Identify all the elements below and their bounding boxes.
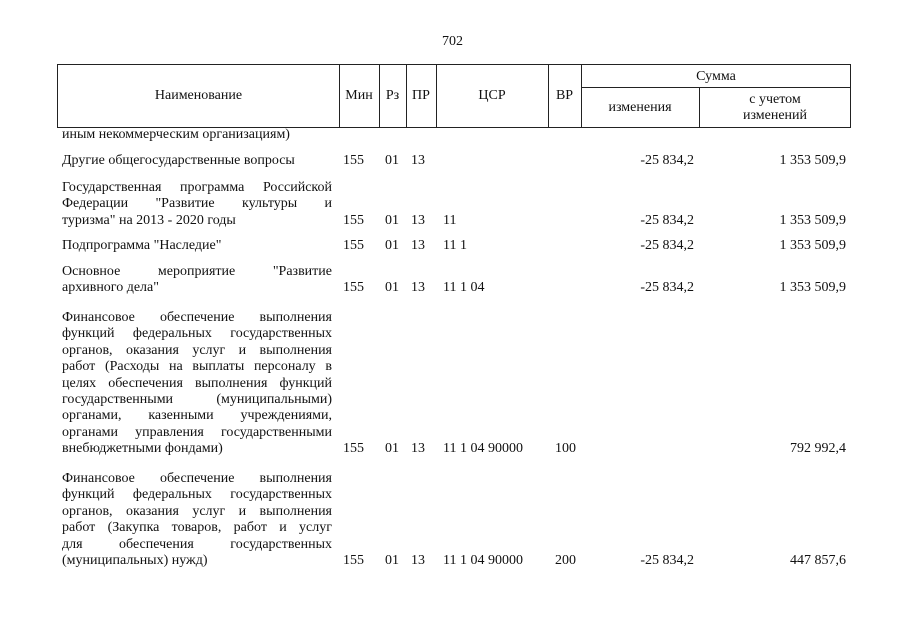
- row-name: [62, 238, 332, 254]
- row-name-line: органов, оказания услуг и выполнения: [62, 342, 332, 358]
- table-header: [57, 64, 851, 128]
- row-total: 1 353 509,9: [779, 212, 846, 228]
- row-name-line: Финансовое обеспечение выполнения: [62, 471, 332, 486]
- row-name-line: Подпрограмма "Наследие": [62, 238, 222, 253]
- row-change: -25 834,2: [640, 153, 694, 168]
- page-number: 702: [442, 34, 463, 49]
- row-name-line: для обеспечения государственных: [62, 536, 332, 552]
- row-pr: 13: [411, 553, 425, 568]
- header-csr: ЦСР: [478, 88, 506, 103]
- header-changes: изменения: [608, 99, 672, 115]
- header-name: Наименование: [154, 88, 243, 103]
- row-name: [62, 471, 332, 569]
- row-name: [62, 153, 332, 169]
- row-rz: 01: [385, 153, 399, 168]
- header-rz: Рз: [385, 88, 400, 103]
- continuation-text: иным некоммерческим организациям): [62, 127, 290, 142]
- row-name-line: работ (Закупка товаров, работ и услуг: [62, 520, 332, 536]
- row-rz: 01: [385, 553, 399, 568]
- row-name-line: функций федеральных государственных: [62, 326, 332, 342]
- row-change: -25 834,2: [640, 553, 694, 568]
- row-name-line: Государственная программа Российской: [62, 180, 332, 195]
- row-name: [62, 264, 332, 297]
- row-total: 1 353 509,9: [779, 280, 846, 296]
- row-min: 155: [343, 553, 364, 568]
- row-name-line: работ (Расходы на выплаты персоналу в: [62, 359, 332, 375]
- row-total: 1 353 509,9: [779, 153, 846, 168]
- row-pr: 13: [411, 280, 425, 296]
- row-name-line: Другие общегосударственные вопросы: [62, 153, 295, 168]
- row-pr: 13: [411, 212, 425, 228]
- row-name: [62, 180, 332, 229]
- row-min: 155: [343, 280, 364, 296]
- row-rz: 01: [385, 238, 399, 253]
- header-with-changes: [699, 88, 851, 127]
- row-change: -25 834,2: [640, 280, 694, 296]
- row-name-line: органами, казенными учреждениями,: [62, 408, 332, 424]
- row-total: 792 992,4: [790, 441, 846, 457]
- row-name-line: Основное мероприятие "Развитие: [62, 264, 332, 279]
- row-name-line: архивного дела": [62, 280, 159, 296]
- header-min: Мин: [345, 88, 373, 103]
- row-name-line: целях обеспечения выполнения функций: [62, 375, 332, 391]
- row-min: 155: [343, 153, 364, 168]
- header-with-changes-line1: с учетом: [749, 91, 801, 107]
- row-change: -25 834,2: [640, 238, 694, 253]
- row-name-line: Финансовое обеспечение выполнения: [62, 310, 332, 325]
- row-min: 155: [343, 238, 364, 253]
- row-name-line: Федерации "Развитие культуры и: [62, 196, 332, 212]
- row-min: 155: [343, 441, 364, 457]
- row-change: -25 834,2: [640, 212, 694, 228]
- row-name-line: туризма" на 2013 - 2020 годы: [62, 212, 236, 228]
- row-pr: 13: [411, 238, 425, 253]
- row-csr: 11 1 04: [443, 280, 485, 296]
- row-total: 447 857,6: [790, 553, 846, 568]
- header-summa: Сумма: [696, 69, 736, 84]
- header-with-changes-line2: изменений: [742, 107, 808, 123]
- header-vr: ВР: [555, 88, 574, 103]
- row-csr: 11: [443, 212, 457, 228]
- header-pr: ПР: [412, 88, 430, 103]
- row-total: 1 353 509,9: [779, 238, 846, 253]
- row-rz: 01: [385, 441, 399, 457]
- row-vr: 200: [555, 553, 576, 568]
- row-name-line: государственными (муниципальными): [62, 392, 332, 408]
- row-name-line: (муниципальных) нужд): [62, 553, 208, 569]
- row-name-line: функций федеральных государственных: [62, 487, 332, 503]
- row-csr: 11 1: [443, 238, 467, 253]
- row-name: [62, 310, 332, 458]
- row-name-line: внебюджетными фондами): [62, 441, 223, 457]
- row-rz: 01: [385, 280, 399, 296]
- row-name-line: органов, оказания услуг и выполнения: [62, 503, 332, 519]
- row-name-line: органами управления государственными: [62, 424, 332, 440]
- row-pr: 13: [411, 441, 425, 457]
- row-vr: 100: [555, 441, 576, 457]
- row-csr: 11 1 04 90000: [443, 553, 523, 568]
- row-min: 155: [343, 212, 364, 228]
- row-csr: 11 1 04 90000: [443, 441, 523, 457]
- row-pr: 13: [411, 153, 425, 168]
- row-rz: 01: [385, 212, 399, 228]
